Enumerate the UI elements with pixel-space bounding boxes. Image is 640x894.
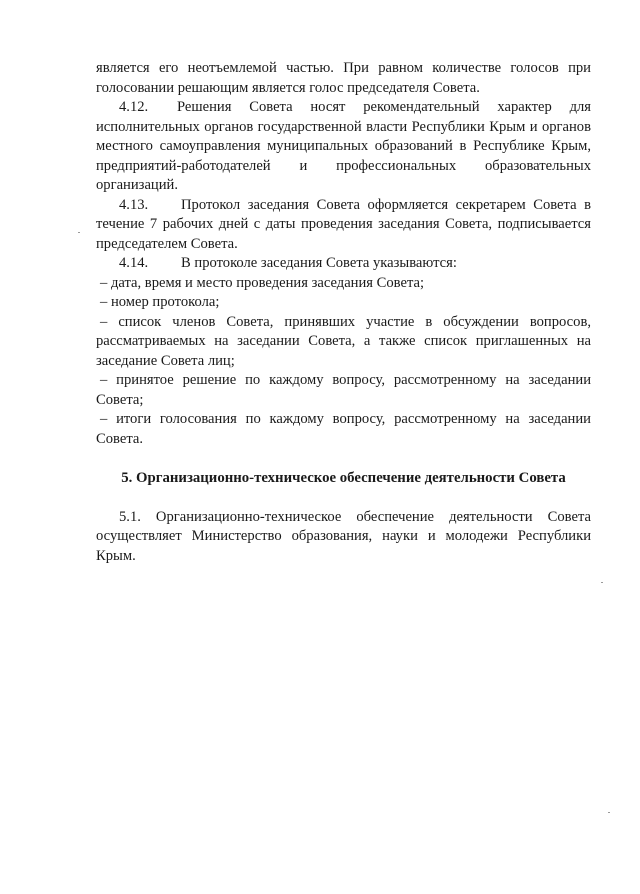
item-4-12-text: Решения Совета носят рекомендательный характер для исполнительных органов государственной власти Республики Крым и органов местного самоуправления муниципальных образований в Республике Крым, предприятий-работодателей и профессиональных образовательных организаций.	[96, 99, 591, 193]
scan-speck	[78, 232, 80, 233]
item-4-14-number: 4.14.	[119, 255, 149, 271]
section-5-heading: 5. Организационно-техническое обеспечение деятельности Совета	[121, 470, 566, 486]
scan-speck	[601, 582, 603, 583]
item-5-1: 5.1. Организационно-техническое обеспечение деятельности Совета осуществляет Министерство образования, науки и молодежи Республики Крым.	[96, 508, 591, 564]
document-body	[96, 59, 591, 566]
item-4-14	[96, 254, 591, 274]
item-4-13-number: 4.13.	[119, 196, 149, 213]
bullet-item: – дата, время и место проведения заседания Совета;	[100, 274, 425, 291]
item-4-13-text: Протокол заседания Совета оформляется секретарем Совета в течение 7 рабочих дней с даты проведения заседания Совета, подписывается председателем Совета.	[96, 196, 591, 252]
paragraph-continuation: является его неотъемлемой частью. При равном количестве голосов при голосовании решающим является голос председателя Совета.	[96, 60, 591, 96]
item-4-14-text: В протоколе заседания Совета указываются:	[181, 255, 457, 271]
item-4-13	[96, 196, 591, 255]
bullet-item: – итоги голосования по каждому вопросу, рассмотренному на заседании Совета.	[96, 411, 591, 447]
bullet-item: – список членов Совета, принявших участие в обсуждении вопросов, рассматриваемых на заседании Совета, а также список приглашенных на заседание Совета лиц;	[96, 313, 591, 369]
bullet-item: – принятое решение по каждому вопросу, рассмотренному на заседании Совета;	[96, 372, 591, 408]
scan-speck	[608, 812, 610, 813]
bullet-item: – номер протокола;	[100, 294, 220, 310]
item-4-12	[96, 98, 591, 196]
item-4-12-number: 4.12.	[119, 99, 149, 115]
